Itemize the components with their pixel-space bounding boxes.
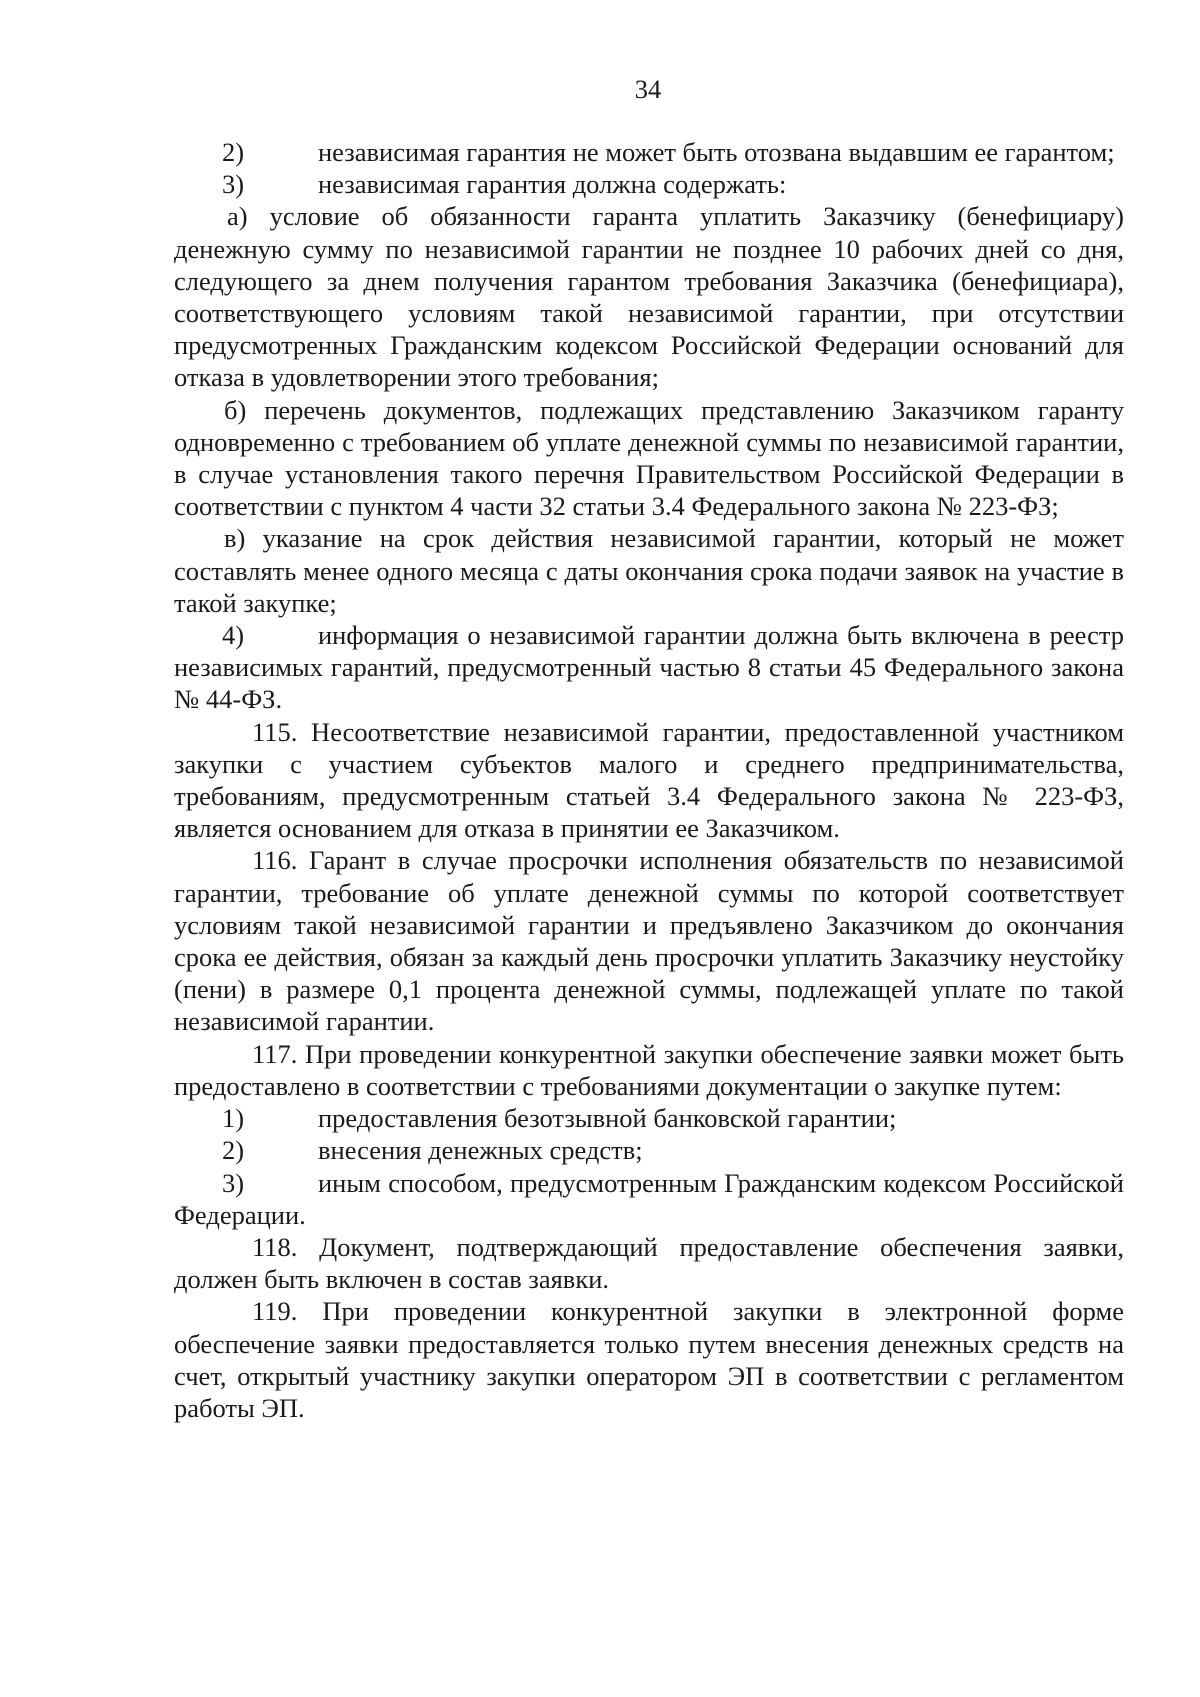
list-item-4: [174, 619, 1124, 716]
list-number: 1): [222, 1103, 245, 1134]
subitem-b: б) перечень документов, подлежащих представлению Заказчиком гаранту одновременно с требованием об уплате денежной суммы по независимой гарантии, в случае установления такого перечня Правительством Российской Федерации в соответствии с пунктом 4 части 32 статьи 3.4 Федерального закона № 223-ФЗ;: [174, 394, 1124, 522]
list-item-3: [174, 168, 1124, 200]
list-text: предоставления безотзывной банковской гарантии;: [318, 1103, 897, 1134]
subitem-a: а) условие об обязанности гаранта уплатить Заказчику (бенефициару) денежную сумму по независимой гарантии не позднее 10 рабочих дней со дня, следующего за днем получения гарантом требования Заказчика (бенефициара), соответствующего условиям такой независимой гарантии, при отсутствии предусмотренных Гражданским кодексом Российской Федерации оснований для отказа в удовлетворении этого требования;: [174, 201, 1124, 393]
list-item-2: [174, 136, 1124, 168]
list-number: 2): [222, 137, 245, 167]
document-body: [174, 136, 1124, 1424]
list-item-3b: [174, 1167, 1124, 1231]
list-number: 3): [222, 169, 245, 200]
clause-118: 118. Документ, подтверждающий предоставление обеспечения заявки, должен быть включен в состав заявки.: [174, 1231, 1124, 1295]
list-text: независимая гарантия не может быть отозвана выдавшим ее гарантом;: [318, 137, 1115, 167]
clause-119: 119. При проведении конкурентной закупки в электронной форме обеспечение заявки предоставляется только путем внесения денежных средств на счет, открытый участнику закупки оператором ЭП в соответствии с регламентом работы ЭП.: [174, 1296, 1124, 1423]
list-number: 2): [222, 1135, 245, 1166]
list-text: независимая гарантия должна содержать:: [318, 169, 787, 200]
clause-115: 115. Несоответствие независимой гарантии, предоставленной участником закупки с участием субъектов малого и среднего предпринимательства, требованиям, предусмотренным статьей 3.4 Федерального закона № 223-ФЗ, является основанием для отказа в принятии ее Заказчиком.: [174, 716, 1124, 844]
list-number: 4): [222, 620, 245, 651]
list-text: иным способом, предусмотренным Гражданским кодексом Российской Федерации.: [174, 1167, 1124, 1230]
clause-117: 117. При проведении конкурентной закупки обеспечение заявки может быть предоставлено в соответствии с требованиями документации о закупке путем:: [174, 1038, 1124, 1101]
list-number: 3): [222, 1167, 245, 1198]
list-item-2b: [174, 1134, 1124, 1166]
page-number: 34: [634, 74, 662, 104]
list-text: внесения денежных средств;: [318, 1135, 643, 1166]
clause-116: 116. Гарант в случае просрочки исполнения обязательств по независимой гарантии, требование об уплате денежной суммы по которой соответствует условиям такой независимой гарантии и предъявлено Заказчиком до окончания срока ее действия, обязан за каждый день просрочки уплатить Заказчику неустойку (пени) в размере 0,1 процента денежной суммы, подлежащей уплате по такой независимой гарантии.: [174, 845, 1124, 1037]
list-item-1: [174, 1102, 1124, 1134]
subitem-v: в) указание на срок действия независимой гарантии, который не может составлять менее одного месяца с даты окончания срока подачи заявок на участие в такой закупке;: [174, 523, 1124, 618]
list-text: информация о независимой гарантии должна быть включена в реестр независимых гарантий, предусмотренный частью 8 статьи 45 Федерального закона № 44-ФЗ.: [174, 620, 1124, 715]
